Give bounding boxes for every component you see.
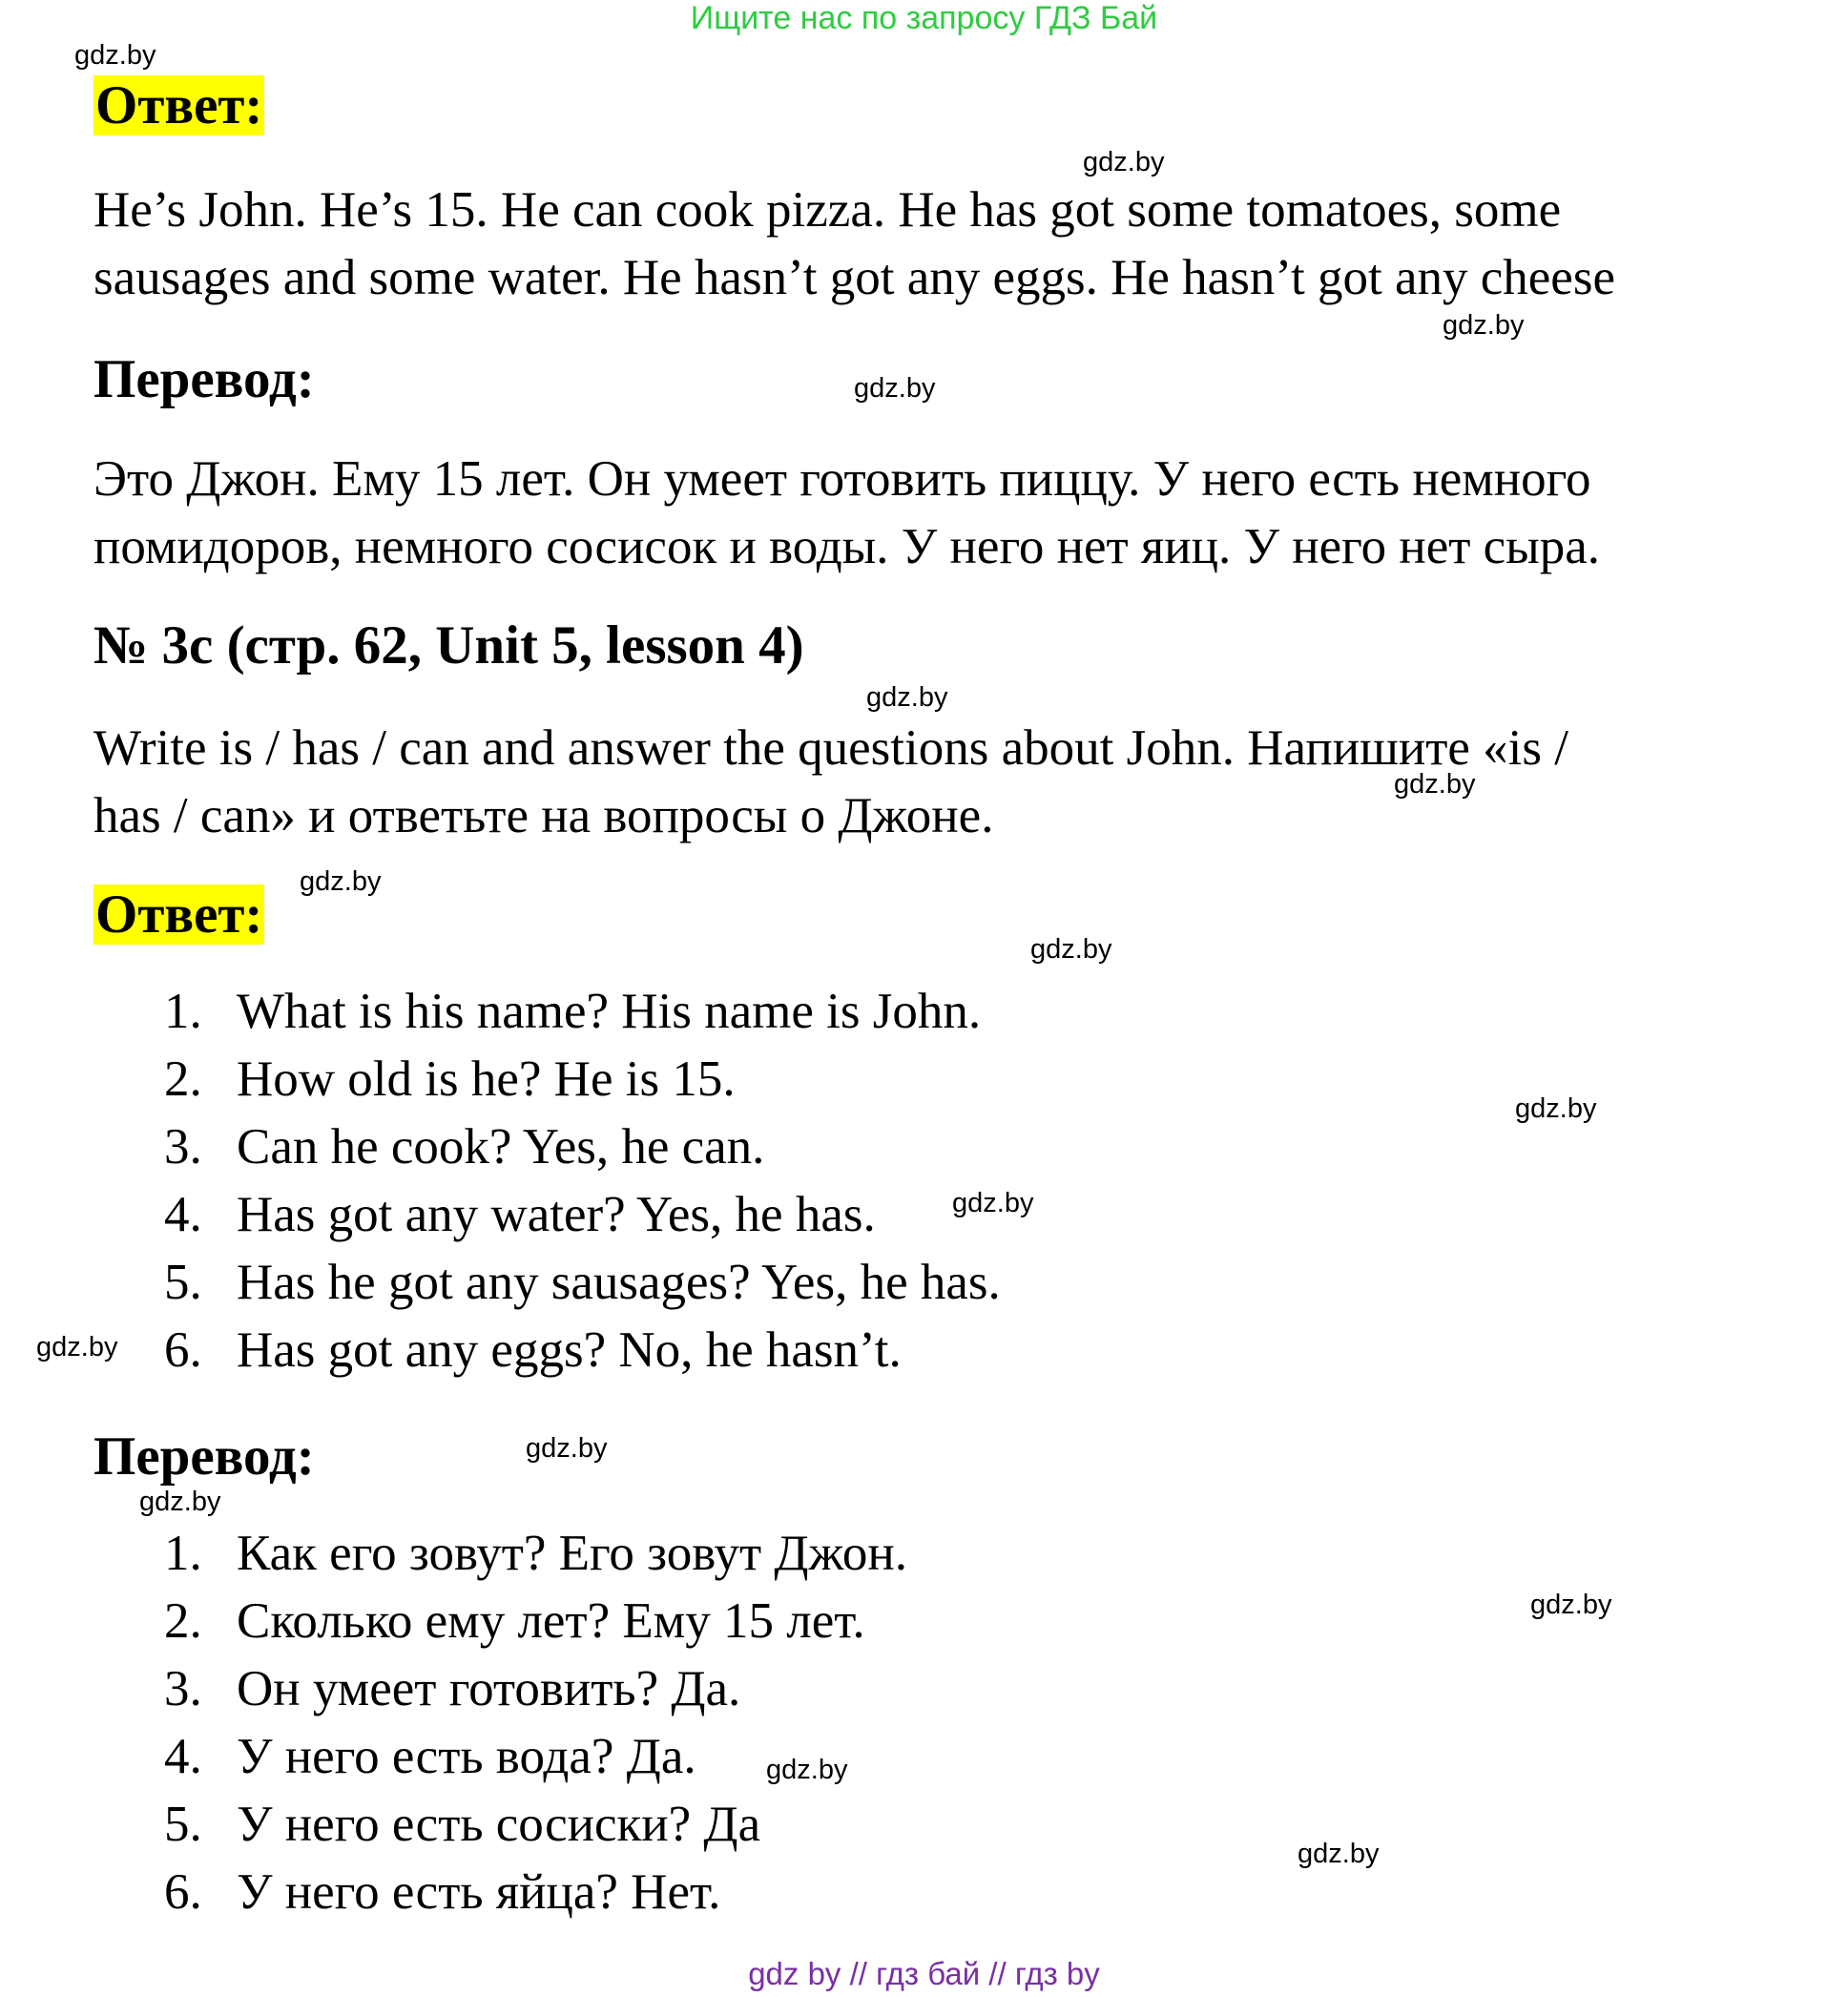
item-text: У него есть яйца? Нет. bbox=[237, 1864, 721, 1920]
translation-item bbox=[164, 1863, 720, 1921]
item-number: 6. bbox=[164, 1322, 202, 1378]
watermark: gdz.by bbox=[526, 1433, 608, 1464]
translation-text-line: помидоров, немного сосисок и воды. У него нет яиц. У него нет сыра. bbox=[93, 519, 1601, 574]
watermark: gdz.by bbox=[766, 1755, 848, 1785]
translation-item bbox=[164, 1525, 907, 1582]
item-number: 6. bbox=[164, 1864, 202, 1920]
watermark: gdz.by bbox=[1515, 1093, 1597, 1124]
item-number: 4. bbox=[164, 1729, 202, 1784]
answer-item bbox=[164, 1118, 764, 1175]
item-text: Сколько ему лет? Ему 15 лет. bbox=[237, 1593, 865, 1649]
item-number: 1. bbox=[164, 1526, 202, 1581]
answer-label: Ответ: bbox=[95, 884, 263, 945]
answer-label: Ответ: bbox=[95, 75, 263, 135]
item-number: 5. bbox=[164, 1255, 202, 1310]
item-number: 4. bbox=[164, 1187, 202, 1242]
item-text: Как его зовут? Его зовут Джон. bbox=[237, 1526, 908, 1581]
translation-label: Перевод: bbox=[93, 1426, 315, 1487]
watermark: gdz.by bbox=[1530, 1590, 1612, 1620]
top-search-banner: Ищите нас по запросу ГДЗ Бай bbox=[690, 0, 1158, 36]
task-text-line: has / can» и ответьте на вопросы о Джоне. bbox=[93, 788, 994, 843]
item-number: 3. bbox=[164, 1661, 202, 1716]
item-text: Has got any eggs? No, he hasn’t. bbox=[237, 1322, 902, 1378]
translation-item bbox=[164, 1660, 740, 1717]
watermark: gdz.by bbox=[300, 866, 382, 897]
watermark: gdz.by bbox=[36, 1332, 118, 1363]
watermark: gdz.by bbox=[1083, 147, 1165, 177]
item-text: How old is he? He is 15. bbox=[237, 1051, 736, 1107]
answer-text-line: sausages and some water. He hasn’t got any eggs. He hasn’t got any cheese bbox=[93, 250, 1615, 305]
translation-label: Перевод: bbox=[93, 349, 315, 409]
watermark: gdz.by bbox=[1030, 934, 1112, 965]
translation-item bbox=[164, 1796, 760, 1853]
watermark: gdz.by bbox=[952, 1188, 1034, 1218]
translation-text-line: Это Джон. Ему 15 лет. Он умеет готовить пиццу. У него есть немного bbox=[93, 451, 1591, 507]
item-number: 1. bbox=[164, 984, 202, 1039]
translation-item bbox=[164, 1728, 696, 1785]
task-text-line: Write is / has / can and answer the questions about John. Напишите «is / bbox=[93, 720, 1569, 776]
watermark: gdz.by bbox=[1443, 310, 1525, 341]
watermark: gdz.by bbox=[74, 40, 156, 71]
item-text: Он умеет готовить? Да. bbox=[237, 1661, 741, 1716]
item-text: У него есть сосиски? Да bbox=[237, 1797, 761, 1852]
translation-item bbox=[164, 1592, 865, 1650]
watermark: gdz.by bbox=[1298, 1839, 1380, 1869]
exercise-title: № 3c (стр. 62, Unit 5, lesson 4) bbox=[93, 615, 804, 676]
answer-item bbox=[164, 1321, 902, 1379]
item-text: Has he got any sausages? Yes, he has. bbox=[237, 1255, 1001, 1310]
watermark: gdz.by bbox=[139, 1487, 221, 1517]
footer-links[interactable]: gdz by // гдз бай // гдз by bbox=[748, 1956, 1100, 1991]
answer-text-line: He’s John. He’s 15. He can cook pizza. He has got some tomatoes, some bbox=[93, 182, 1562, 238]
item-number: 3. bbox=[164, 1119, 202, 1175]
watermark: gdz.by bbox=[854, 373, 936, 404]
answer-item bbox=[164, 1186, 876, 1243]
item-text: Has got any water? Yes, he has. bbox=[237, 1187, 876, 1242]
answer-item bbox=[164, 1051, 736, 1108]
item-number: 5. bbox=[164, 1797, 202, 1852]
item-number: 2. bbox=[164, 1051, 202, 1107]
watermark: gdz.by bbox=[1394, 769, 1476, 800]
item-text: У него есть вода? Да. bbox=[237, 1729, 696, 1784]
answer-item bbox=[164, 1254, 1001, 1311]
watermark: gdz.by bbox=[866, 682, 948, 713]
item-text: Can he cook? Yes, he can. bbox=[237, 1119, 765, 1175]
item-number: 2. bbox=[164, 1593, 202, 1649]
answer-item bbox=[164, 983, 981, 1040]
item-text: What is his name? His name is John. bbox=[237, 984, 982, 1039]
